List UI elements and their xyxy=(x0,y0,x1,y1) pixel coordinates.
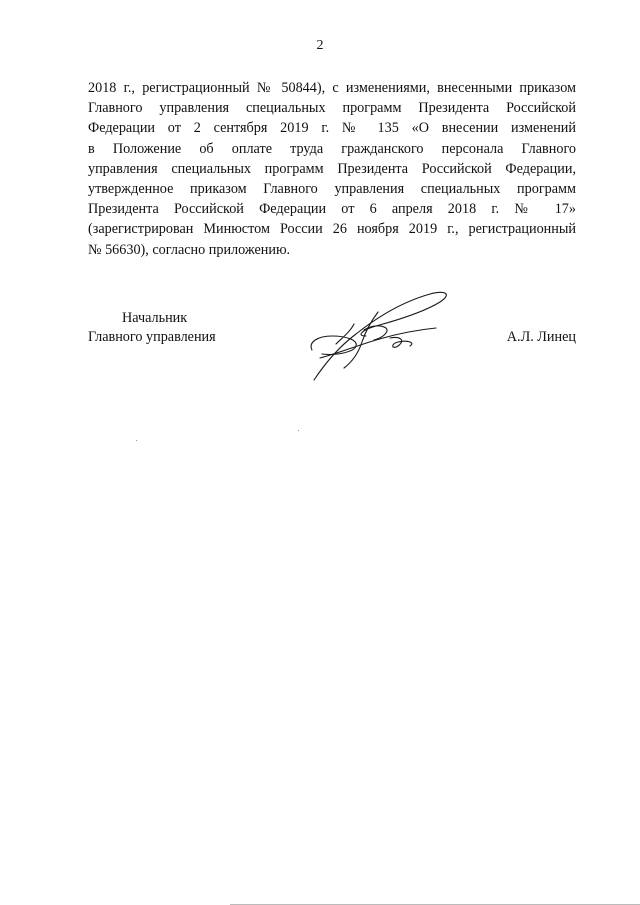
body-paragraph xyxy=(88,78,576,260)
scan-speck xyxy=(136,440,137,441)
body-line: № 56630), согласно приложению. xyxy=(88,241,291,258)
page-number: 2 xyxy=(316,38,324,53)
body-line: Главного управления специальных программ Президента Российской xyxy=(88,100,576,117)
body-line: Президента Российской Федерации от 6 апреля 2018 г. № 17» xyxy=(88,201,576,218)
body-line: (зарегистрирован Минюстом России 26 ноября 2019 г., регистрационный xyxy=(88,221,576,238)
signatory-title-line-2: Главного управления xyxy=(88,329,216,345)
signatory-name: А.Л. Линец xyxy=(506,329,576,345)
body-line: 2018 г., регистрационный № 50844), с изменениями, внесенными приказом xyxy=(88,80,576,96)
signatory-title-line-1: Начальник xyxy=(122,310,188,326)
body-line: утвержденное приказом Главного управления специальных программ xyxy=(88,181,576,198)
body-line: в Положение об оплате труда гражданского персонала Главного xyxy=(88,140,576,157)
scan-speck xyxy=(298,430,299,431)
signature-block xyxy=(88,308,576,418)
body-line: Федерации от 2 сентября 2019 г. № 135 «О внесении изменений xyxy=(88,120,576,137)
handwritten-signature xyxy=(306,284,456,382)
body-line: управления специальных программ Президента Российской Федерации, xyxy=(88,160,576,177)
